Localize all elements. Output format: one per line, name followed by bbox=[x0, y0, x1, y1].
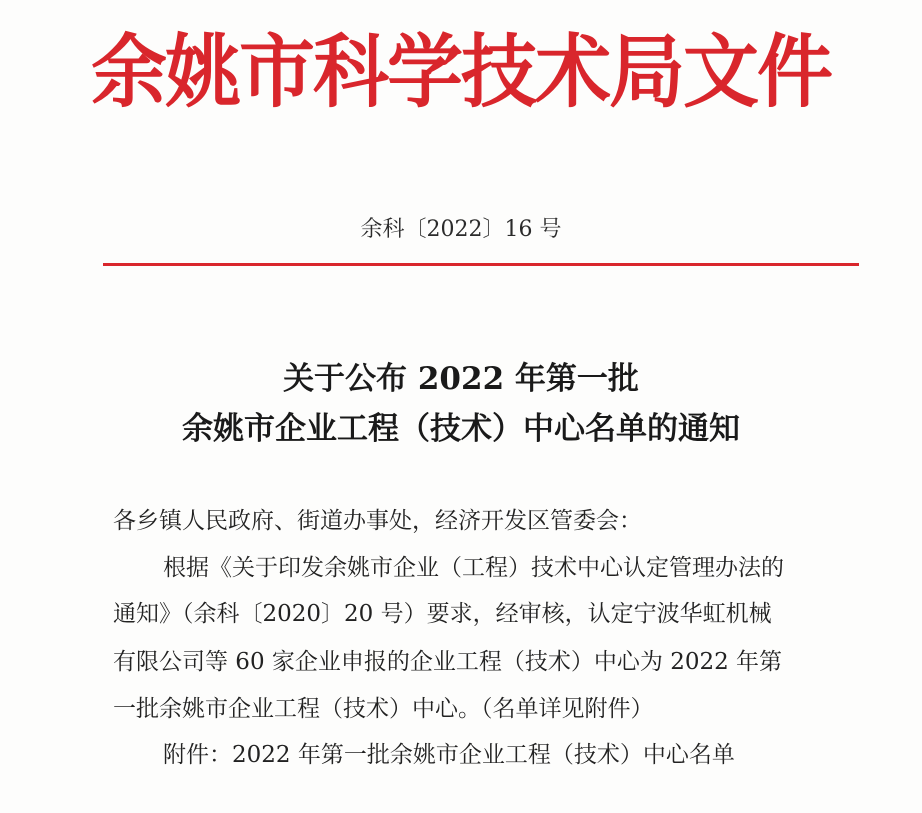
body-line: 有限公司等 60 家企业申报的企业工程（技术）中心为 2022 年第 bbox=[113, 649, 783, 675]
addressee: 各乡镇人民政府、街道办事处，经济开发区管委会： bbox=[113, 508, 642, 534]
body-line: 根据《关于印发余姚市企业（工程）技术中心认定管理办法的 bbox=[163, 555, 784, 581]
body-line: 通知》（余科〔2020〕20 号）要求，经审核，认定宁波华虹机械 bbox=[113, 601, 772, 627]
body-line: 一批余姚市企业工程（技术）中心。（名单详见附件） bbox=[113, 696, 654, 722]
red-separator-rule bbox=[103, 263, 859, 266]
attachment-line: 附件：2022 年第一批余姚市企业工程（技术）中心名单 bbox=[163, 742, 735, 768]
notice-title-line-2: 余姚市企业工程（技术）中心名单的通知 bbox=[182, 411, 740, 447]
masthead-title: 余姚市科学技术局文件 bbox=[91, 24, 831, 119]
notice-title-line-1: 关于公布 2022 年第一批 bbox=[283, 361, 639, 397]
document-number: 余科〔2022〕16 号 bbox=[360, 217, 562, 242]
